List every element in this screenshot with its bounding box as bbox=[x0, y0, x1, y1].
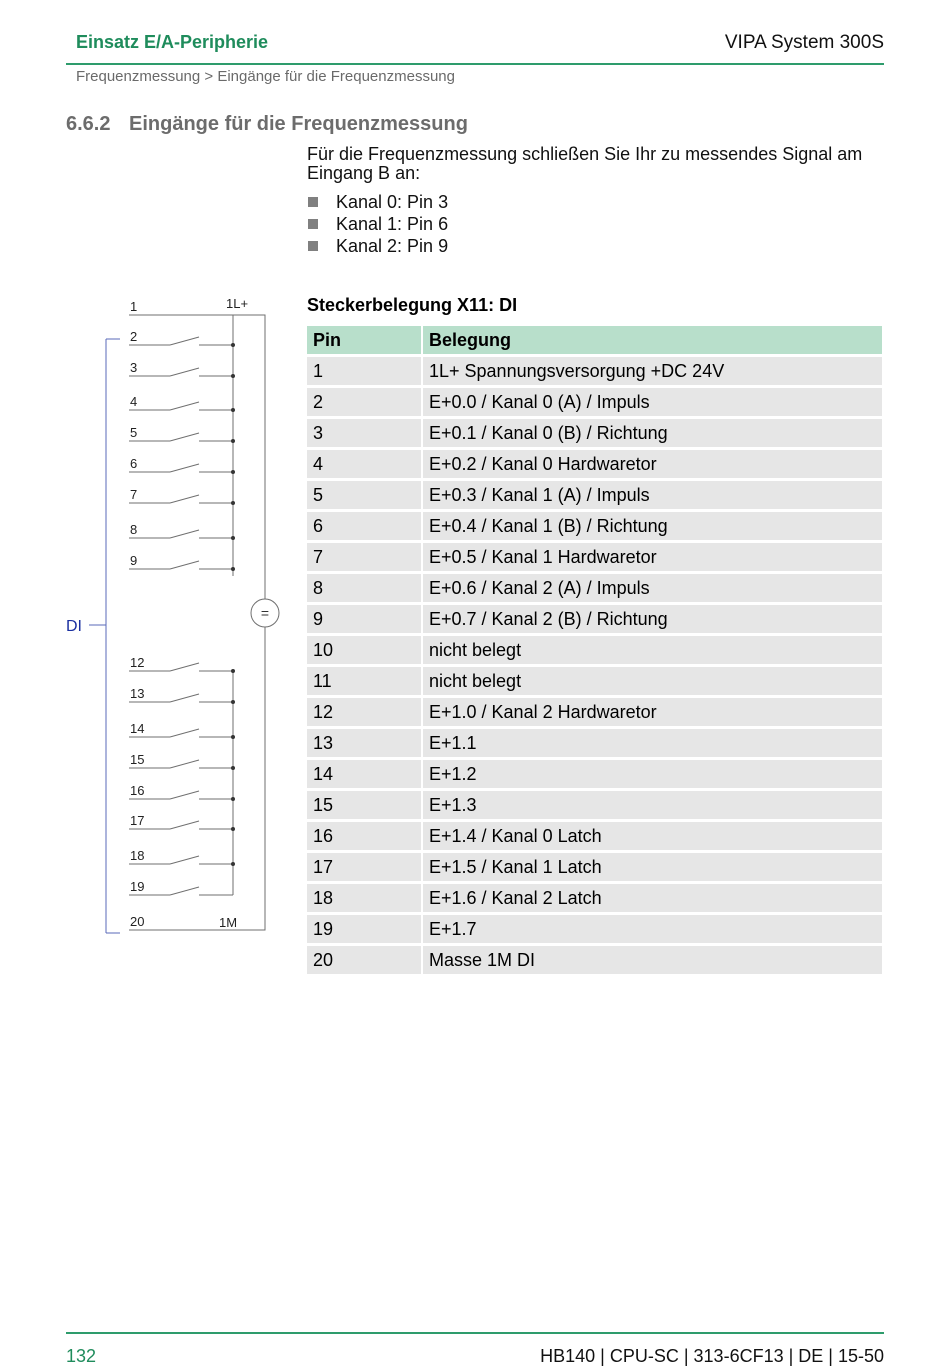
pin-cell: 12 bbox=[307, 698, 421, 726]
table-caption: Steckerbelegung X11: DI bbox=[307, 295, 518, 315]
pin-label: 4 bbox=[130, 394, 138, 409]
assignment-cell: E+1.6 / Kanal 2 Latch bbox=[423, 884, 882, 912]
table-row bbox=[307, 481, 882, 509]
product-title: VIPA System 300S bbox=[724, 32, 884, 53]
assignment-cell: E+1.1 bbox=[423, 729, 882, 757]
table-row bbox=[307, 357, 882, 385]
pin-cell: 7 bbox=[307, 543, 421, 571]
intro-paragraph: Für die Frequenzmessung schließen Sie Ihr zu messendes Signal am Eingang B an: bbox=[307, 144, 863, 183]
pin-label: 16 bbox=[130, 783, 145, 798]
input-switch bbox=[129, 464, 235, 474]
pin-cell: 17 bbox=[307, 853, 421, 881]
footer-divider bbox=[66, 1332, 884, 1334]
pin-label: 12 bbox=[130, 655, 145, 670]
pin-cell: 13 bbox=[307, 729, 421, 757]
pin-cell: 11 bbox=[307, 667, 421, 695]
table-row bbox=[307, 667, 882, 695]
document-reference: HB140 | CPU-SC | 313-6CF13 | DE | 15-50 bbox=[540, 1346, 884, 1366]
chapter-title: Einsatz E/A-Peripherie bbox=[76, 32, 269, 52]
section-title: Eingänge für die Frequenzmessung bbox=[129, 113, 468, 135]
input-switch bbox=[129, 760, 235, 770]
square-bullet-icon bbox=[308, 241, 318, 251]
pin-label: 9 bbox=[130, 553, 138, 568]
list-item: Kanal 0: Pin 3 bbox=[307, 191, 448, 213]
section-heading bbox=[66, 113, 468, 136]
assignment-cell: E+0.5 / Kanal 1 Hardwaretor bbox=[423, 543, 882, 571]
table-body bbox=[307, 357, 882, 974]
supply-label: 1L+ bbox=[226, 296, 249, 311]
pin-cell: 16 bbox=[307, 822, 421, 850]
input-switch bbox=[129, 402, 235, 412]
assignment-cell: E+1.3 bbox=[423, 791, 882, 819]
input-switch bbox=[129, 530, 235, 540]
table-row bbox=[307, 884, 882, 912]
column-header-pin: Pin bbox=[307, 326, 421, 354]
pin-label: 19 bbox=[130, 879, 145, 894]
pin-cell: 1 bbox=[307, 357, 421, 385]
section-number: 6.6.2 bbox=[66, 113, 111, 135]
pin-label: 3 bbox=[130, 360, 138, 375]
assignment-cell: E+0.0 / Kanal 0 (A) / Impuls bbox=[423, 388, 882, 416]
pin-cell: 20 bbox=[307, 946, 421, 974]
pin-label: 18 bbox=[130, 848, 145, 863]
pin-label: 8 bbox=[130, 522, 138, 537]
pin-label: 15 bbox=[130, 752, 145, 767]
pin-label: 1 bbox=[130, 299, 138, 314]
list-item: Kanal 1: Pin 6 bbox=[307, 213, 448, 235]
pin-cell: 3 bbox=[307, 419, 421, 447]
assignment-cell: E+1.4 / Kanal 0 Latch bbox=[423, 822, 882, 850]
breadcrumb: Frequenzmessung > Eingänge für die Frequenzmessung bbox=[76, 68, 455, 85]
input-switch bbox=[129, 887, 233, 895]
table-row bbox=[307, 605, 882, 633]
table-row bbox=[307, 636, 882, 664]
pin-label: 5 bbox=[130, 425, 138, 440]
list-item: Kanal 2: Pin 9 bbox=[307, 235, 448, 257]
table-row bbox=[307, 760, 882, 788]
table-row bbox=[307, 729, 882, 757]
assignment-cell: E+1.2 bbox=[423, 760, 882, 788]
pin-cell: 14 bbox=[307, 760, 421, 788]
assignment-cell: E+1.0 / Kanal 2 Hardwaretor bbox=[423, 698, 882, 726]
pin-cell: 9 bbox=[307, 605, 421, 633]
pin-label: 17 bbox=[130, 813, 145, 828]
input-switch bbox=[129, 663, 235, 673]
pin-cell: 2 bbox=[307, 388, 421, 416]
assignment-cell: E+0.6 / Kanal 2 (A) / Impuls bbox=[423, 574, 882, 602]
table-row bbox=[307, 946, 882, 974]
table-row bbox=[307, 791, 882, 819]
pin-label: 2 bbox=[130, 329, 138, 344]
input-switch bbox=[129, 433, 235, 443]
pin-cell: 18 bbox=[307, 884, 421, 912]
table-row bbox=[307, 419, 882, 447]
table-row bbox=[307, 822, 882, 850]
input-switch bbox=[129, 495, 235, 505]
pin-cell: 8 bbox=[307, 574, 421, 602]
table-row bbox=[307, 853, 882, 881]
pin-label: 13 bbox=[130, 686, 145, 701]
assignment-cell: Masse 1M DI bbox=[423, 946, 882, 974]
table-row bbox=[307, 512, 882, 540]
assignment-cell: E+1.5 / Kanal 1 Latch bbox=[423, 853, 882, 881]
di-group-label: DI bbox=[66, 618, 82, 635]
dc-symbol: = bbox=[260, 605, 270, 621]
input-switch bbox=[129, 821, 235, 831]
assignment-cell: E+0.4 / Kanal 1 (B) / Richtung bbox=[423, 512, 882, 540]
ground-label: 1M bbox=[219, 915, 238, 930]
table-row bbox=[307, 698, 882, 726]
table-row bbox=[307, 543, 882, 571]
page-number: 132 bbox=[66, 1346, 97, 1366]
table-row bbox=[307, 915, 882, 943]
pin-cell: 6 bbox=[307, 512, 421, 540]
assignment-cell: E+0.3 / Kanal 1 (A) / Impuls bbox=[423, 481, 882, 509]
pin-label: 7 bbox=[130, 487, 138, 502]
pin-label: 14 bbox=[130, 721, 145, 736]
pin-cell: 10 bbox=[307, 636, 421, 664]
pin-cell: 19 bbox=[307, 915, 421, 943]
pin-cell: 5 bbox=[307, 481, 421, 509]
pin-assignment-table bbox=[305, 323, 884, 977]
assignment-cell: nicht belegt bbox=[423, 667, 882, 695]
input-switch bbox=[129, 694, 235, 704]
input-switch bbox=[129, 856, 235, 866]
input-switch bbox=[129, 729, 235, 739]
pin-label: 20 bbox=[130, 914, 145, 929]
wiring-diagram bbox=[0, 280, 300, 950]
input-switch bbox=[129, 561, 235, 571]
pin-label: 6 bbox=[130, 456, 138, 471]
pin-cell: 4 bbox=[307, 450, 421, 478]
table-row bbox=[307, 388, 882, 416]
square-bullet-icon bbox=[308, 219, 318, 229]
square-bullet-icon bbox=[308, 197, 318, 207]
header-divider bbox=[66, 63, 884, 65]
assignment-cell: nicht belegt bbox=[423, 636, 882, 664]
input-switch bbox=[129, 791, 235, 801]
assignment-cell: E+0.7 / Kanal 2 (B) / Richtung bbox=[423, 605, 882, 633]
input-switch bbox=[129, 337, 235, 347]
table-header-row bbox=[307, 326, 882, 354]
table-row bbox=[307, 450, 882, 478]
channel-list bbox=[307, 191, 448, 257]
pin-cell: 15 bbox=[307, 791, 421, 819]
column-header-assignment: Belegung bbox=[423, 326, 882, 354]
assignment-cell: E+0.2 / Kanal 0 Hardwaretor bbox=[423, 450, 882, 478]
assignment-cell: E+1.7 bbox=[423, 915, 882, 943]
input-switch bbox=[129, 368, 235, 378]
assignment-cell: E+0.1 / Kanal 0 (B) / Richtung bbox=[423, 419, 882, 447]
table-row bbox=[307, 574, 882, 602]
assignment-cell: 1L+ Spannungsversorgung +DC 24V bbox=[423, 357, 882, 385]
